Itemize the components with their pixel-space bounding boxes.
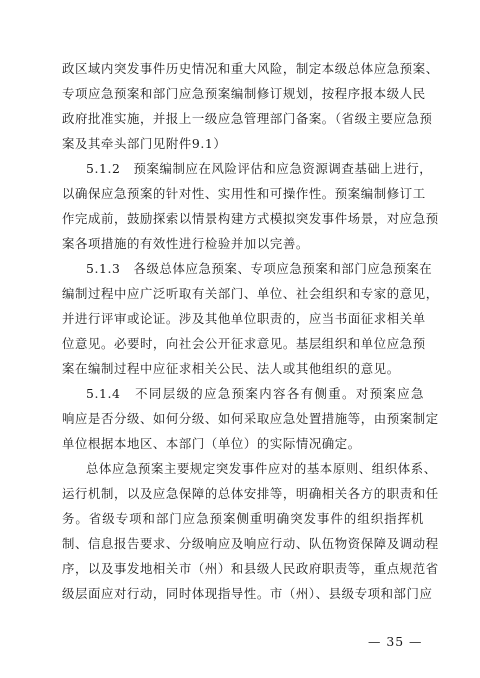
text-line: 编制过程中应广泛听取有关部门、单位、社会组织和专家的意见，: [62, 286, 439, 301]
text-line: 位意见。必要时，向社会公开征求意见。基层组织和单位应急预: [62, 336, 426, 351]
section-5-1-4-heading-line: 5.1.4 不同层级的应急预案内容各有侧重。对预案应急: [86, 386, 424, 401]
text-line: 并进行评审或论证。涉及其他单位职责的，应当书面征求相关单: [62, 311, 426, 326]
text-line: 专项应急预案和部门应急预案编制修订规划，按程序报本级人民: [62, 86, 426, 101]
text-line: 单位根据本地区、本部门（单位）的实际情况确定。: [62, 436, 361, 451]
text-line: 政府批准实施，并报上一级应急管理部门备案。（省级主要应急预: [62, 111, 433, 126]
text-line: 作完成前，鼓励探索以情景构建方式模拟突发事件场景，对应急预: [62, 211, 439, 226]
text-line: 政区域内突发事件历史情况和重大风险，制定本级总体应急预案、: [62, 61, 439, 76]
text-line: 响应是否分级、如何分级、如何采取应急处置措施等，由预案制定: [62, 411, 439, 426]
text-line: 案及其牵头部门见附件9.1）: [62, 136, 227, 151]
text-line: 序，以及事发地相关市（州）和县级人民政府职责等，重点规范省: [62, 561, 439, 576]
section-5-1-2-heading-line: 5.1.2 预案编制应在风险评估和应急资源调查基础上进行，: [86, 161, 433, 176]
paragraph-start-line: 总体应急预案主要规定突发事件应对的基本原则、组织体系、: [86, 461, 437, 476]
text-line: 案在编制过程中应征求相关公民、法人或其他组织的意见。: [62, 361, 400, 376]
page-number: — 35 —: [368, 634, 423, 649]
text-line: 级层面应对行动，同时体现指导性。市（州）、县级专项和部门应: [62, 586, 433, 601]
text-line: 制、信息报告要求、分级响应及响应行动、队伍物资保障及调动程: [62, 536, 439, 551]
text-line: 运行机制，以及应急保障的总体安排等，明确相关各方的职责和任: [62, 486, 439, 501]
section-5-1-3-heading-line: 5.1.3 各级总体应急预案、专项应急预案和部门应急预案在: [86, 261, 433, 276]
text-line: 务。省级专项和部门应急预案侧重明确突发事件的组织指挥机: [62, 511, 424, 526]
text-line: 案各项措施的有效性进行检验并加以完善。: [62, 236, 309, 251]
text-line: 以确保应急预案的针对性、实用性和可操作性。预案编制修订工: [62, 186, 426, 201]
